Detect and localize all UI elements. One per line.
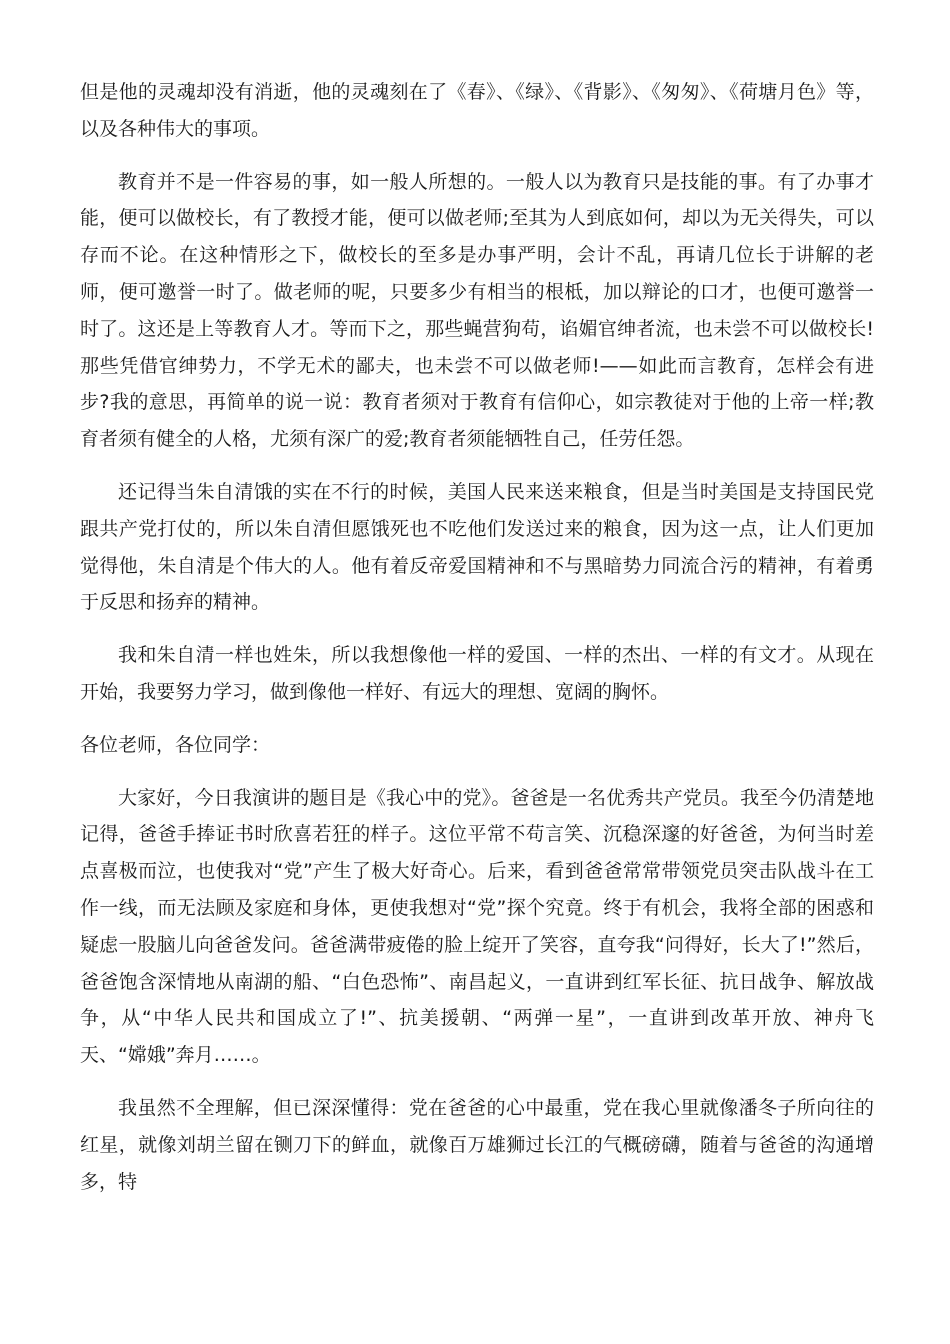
paragraph-education: 教育并不是一件容易的事，如一般人所想的。一般人以为教育只是技能的事。有了办事才能，便可以做校长，有了教授才能，便可以做老师;至其为人到底如何，却以为无关得失，可以存而不论。在这种情形之下，做校长的至多是办事严明，会计不乱，再请几位长于讲解的老师，便可邀誉一时了。做老师的呢，只要多少有相当的根柢，加以辩论的口才，也便可邀誉一时了。这还是上等教育人才。等而下之，那些蝇营狗苟，谄媚官绅者流，也未尝不可以做校长!那些凭借官绅势力，不学无术的鄙夫，也未尝不可以做老师!——如此而言教育，怎样会有进步?我的意思，再简单的说一说：教育者须对于教育有信仰心，如宗教徒对于他的上帝一样;教育者须有健全的人格，尤须有深广的爱;教育者须能牺牲自己，任劳任怨。 (80, 170, 874, 451)
paragraph-same-surname: 我和朱自清一样也姓朱，所以我想像他一样的爱国、一样的杰出、一样的有文才。从现在开始，我要努力学习，做到像他一样好、有远大的理想、宽阔的胸怀。 (80, 644, 874, 703)
paragraph-understanding: 我虽然不全理解，但已深深懂得：党在爸爸的心中最重，党在我心里就像潘冬子所向往的红星，就像刘胡兰留在铡刀下的鲜血，就像百万雄狮过长江的气概磅礴，随着与爸爸的沟通增多，特 (80, 1096, 874, 1193)
document-body (80, 74, 874, 1216)
paragraph-salutation: 各位老师，各位同学： (80, 733, 271, 756)
paragraph-speech-party: 大家好，今日我演讲的题目是《我心中的党》。爸爸是一名优秀共产党员。我至今仍清楚地记得，爸爸手捧证书时欣喜若狂的样子。这位平常不苟言笑、沉稳深邃的好爸爸，为何当时差点喜极而泣，也使我对“党”产生了极大好奇心。后来，看到爸爸常常带领党员突击队战斗在工作一线，而无法顾及家庭和身体，更使我想对“党”探个究竟。终于有机会，我将全部的困惑和疑虑一股脑儿向爸爸发问。爸爸满带疲倦的脸上绽开了笑容，直夸我“问得好，长大了!”然后，爸爸饱含深情地从南湖的船、“白色恐怖”、南昌起义，一直讲到红军长征、抗日战争、解放战争，从“中华人民共和国成立了!”、抗美援朝、“两弹一星”，一直讲到改革开放、神舟飞天、“嫦娥”奔月……。 (80, 786, 874, 1067)
paragraph-soul-legacy: 但是他的灵魂却没有消逝，他的灵魂刻在了《春》、《绿》、《背影》、《匆匆》、《荷塘月色》等，以及各种伟大的事项。 (80, 81, 874, 140)
paragraph-refusing-grain: 还记得当朱自清饿的实在不行的时候，美国人民来送来粮食，但是当时美国是支持国民党跟共产党打仗的，所以朱自清但愿饿死也不吃他们发送过来的粮食，因为这一点，让人们更加觉得他，朱自清是个伟大的人。他有着反帝爱国精神和不与黑暗势力同流合污的精神，有着勇于反思和扬弃的精神。 (80, 480, 874, 614)
